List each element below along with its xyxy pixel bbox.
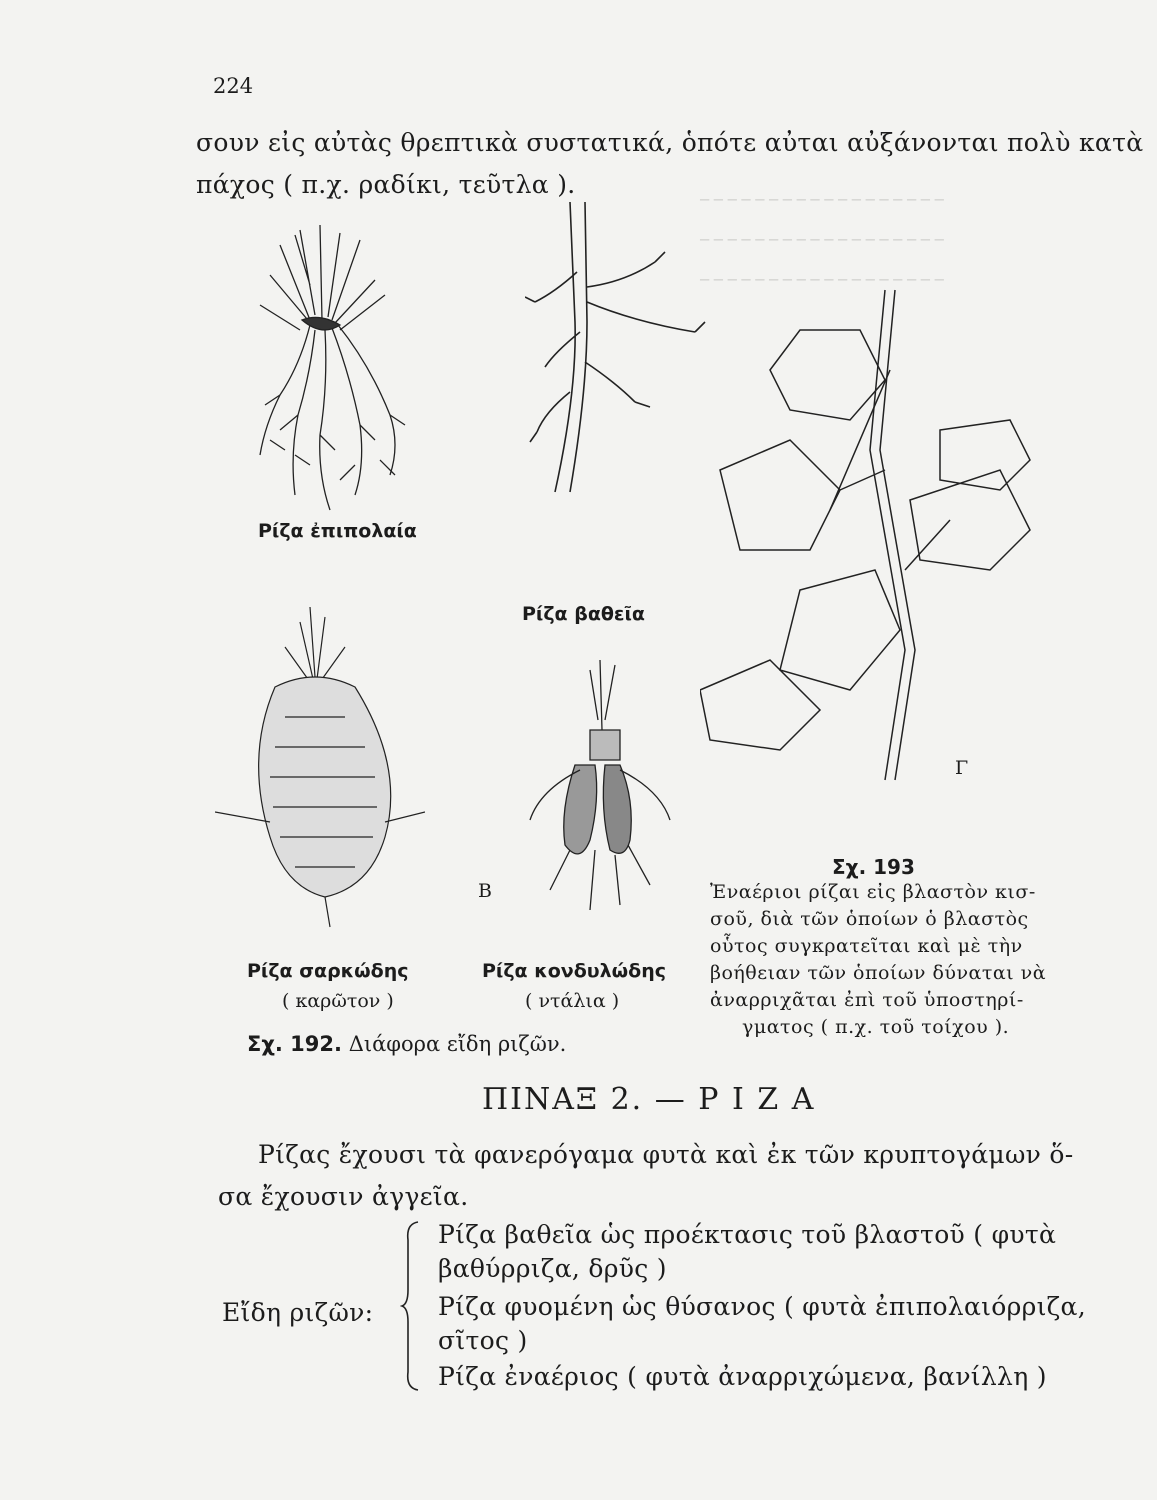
kind-2-line-1: Ρίζα φυομένη ὡς θύσανος ( φυτὰ ἐπιπολαιόρριζα, <box>438 1292 1086 1321</box>
label-fleshy-root: Ρίζα σαρκώδης <box>247 960 409 982</box>
figure-193-caption-1: Ἐναέριοι ρίζαι εἰς βλαστὸν κισ- <box>710 881 1036 903</box>
label-shallow-root: Ρίζα ἐπιπολαία <box>258 520 417 542</box>
page-number: 224 <box>213 74 254 98</box>
figure-193-number: Σχ. 193 <box>832 855 915 879</box>
table-intro-2: σα ἔχουσιν ἀγγεῖα. <box>218 1182 469 1211</box>
tuberous-root-illustration <box>520 650 680 915</box>
table-intro-1: Ρίζας ἔχουσι τὰ φανερόγαμα φυτὰ καὶ ἐκ τῶν κρυπτογάμων ὅ- <box>258 1140 1074 1169</box>
kind-2-line-2: σῖτος ) <box>438 1326 528 1355</box>
kinds-label: Εἴδη ριζῶν: <box>222 1298 374 1327</box>
figure-193-caption-6: γματος ( π.χ. τοῦ τοίχου ). <box>742 1016 1010 1038</box>
intro-line-1: σουν εἰς αὐτὰς θρεπτικὰ συστατικά, ὁπότε αὐται αὐξάνονται πολὺ κατὰ <box>196 128 1144 157</box>
ivy-aerial-root-illustration <box>700 270 1080 790</box>
letter-b: Β <box>478 880 492 902</box>
label-tuberous-root: Ρίζα κονδυλώδης <box>482 960 666 982</box>
tap-root-illustration <box>525 192 725 502</box>
figure-192-number: Σχ. 192. <box>247 1032 342 1056</box>
figure-192-caption-text: Διάφορα εἴδη ριζῶν. <box>348 1032 567 1056</box>
letter-g: Γ <box>955 757 969 779</box>
intro-line-2: πάχος ( π.χ. ραδίκι, τεῦτλα ). <box>196 170 576 199</box>
figure-192-caption <box>247 1032 566 1056</box>
kind-1-line-1: Ρίζα βαθεῖα ὡς προέκτασις τοῦ βλαστοῦ ( φυτὰ <box>438 1220 1057 1249</box>
figure-193-caption-4: βοήθειαν τῶν ὁποίων δύναται νὰ <box>710 962 1047 984</box>
figure-193-caption-3: οὗτος συγκρατεῖται καὶ μὲ τὴν <box>710 935 1023 957</box>
label-fleshy-root-example: ( καρῶτον ) <box>282 990 394 1012</box>
figure-193-caption-2: σοῦ, διὰ τῶν ὁποίων ὁ βλαστὸς <box>710 908 1029 930</box>
label-tap-root: Ρίζα βαθεῖα <box>522 603 645 625</box>
fleshy-root-illustration <box>215 607 425 937</box>
kind-1-line-2: βαθύρριζα, δρῦς ) <box>438 1254 667 1283</box>
label-tuberous-root-example: ( ντάλια ) <box>525 990 620 1012</box>
figure-193-caption-5: ἀναρριχᾶται ἐπὶ τοῦ ὑποστηρί- <box>710 989 1024 1011</box>
bleed-through-text: ─ ─ ─ ─ ─ ─ ─ ─ ─ ─ ─ ─ ─ ─ ─ ─ ─ ─ ─ ─ ─ ─ ─ ─ ─ ─ ─ ─ ─ ─ ─ ─ ─ ─ ─ ─ ─ ─ ─ ─ ─ ─ ─ ─ ─ ─ ─ ─ ─ ─ ─ ─ ─ ─ <box>700 191 944 289</box>
shallow-root-illustration <box>240 225 415 515</box>
kind-3: Ρίζα ἐναέριος ( φυτὰ ἀναρριχώμενα, βανίλλη ) <box>438 1362 1047 1391</box>
curly-brace <box>400 1220 420 1392</box>
table-heading: ΠΙΝΑΞ 2. — Ρ Ι Ζ Α <box>482 1082 816 1117</box>
